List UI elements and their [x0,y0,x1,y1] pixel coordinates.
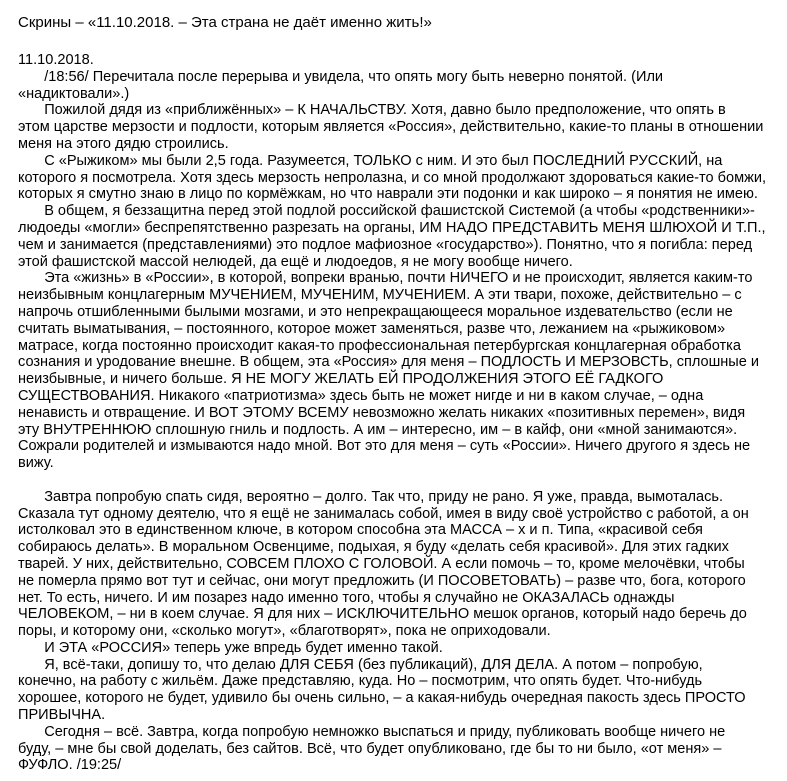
text-line: хорошее, которого не будет, удивило бы очень сильно, – а какая-нибудь очередная пакость здесь ПРОСТО [18,689,746,707]
text-line: неизбывным концлагерным МУЧЕНИЕМ, МУЧЕНИМ, МУЧЕНИЕМ. А эти твари, похоже, действительно – с [18,286,742,304]
blank-line [18,472,783,489]
entry-date: 11.10.2018. [18,51,94,68]
text-line: матрасе, когда постоянно происходит какая-то профессиональная петербургская концлагерная обработка [18,336,741,354]
text-line: собираюсь делать». В моральном Освенциме, подыхая, я буду «делать себя красивой». Для этих гадких [18,538,729,556]
text-line: напрочь отшибленными былыми мозгами, и это непрекращающееся моральное издевательство (если не [18,302,733,320]
paragraph [18,153,783,203]
paragraph [18,203,783,270]
text-line: чем и занимается (представлениями) это подлое мафиозное «государство»). Понятно, что я погибла: перед [18,235,753,253]
text-line: ЧЕЛОВЕКОМ, – ни в коем случае. Я для них – ИСКЛЮЧИТЕЛЬНО мешок органов, который надо беречь до [18,605,747,623]
document [18,14,783,774]
paragraph [18,69,783,103]
text-line: И ЭТА «РОССИЯ» теперь уже впредь будет именно такой. [44,638,443,656]
paragraph [18,489,783,640]
text-line: не померла прямо вот тут и сейчас, они могут предложить (И ПОСОВЕТОВАТЬ) – разве что, бога, которого [18,571,746,589]
document-body [18,69,783,774]
text-line: Сегодня – всё. Завтра, когда попробую немножко выспаться и приду, публиковать вообще ничего не [44,722,726,740]
text-line: Эта «жизнь» в «России», в которой, вопреки вранью, почти НИЧЕГО и не происходит, является каким-то [44,269,753,287]
text-line: Я, всё-таки, допишу то, что делаю ДЛЯ СЕБЯ (без публикаций), ДЛЯ ДЕЛА. А потом – попробую, [44,655,703,673]
text-line: меня на этого дядю строились. [18,134,229,152]
text-line: /18:56/ Перечитала после перерыва и увидела, что опять могу быть неверно понятой. (Или [44,67,664,85]
text-line: нет. То есть, ничего. И им позарез надо именно того, чтобы я случайно не ОКАЗАЛАСЬ однажды [18,588,675,606]
paragraph [18,724,783,774]
text-line: истолковал это в единственном ключе, в котором способна эта МАССА – х и п. Типа, «красивой себя [18,521,703,539]
text-line: «надиктовали».) [18,84,130,102]
text-line: буду, – мне бы свой доделать, без сайтов. Всё, что будет опубликовано, где бы то ни было, «от меня» – [18,739,722,757]
text-line: эту ВНУТРЕННЮЮ сплошную гниль и подлость. А им – интересно, им – в кайф, они «мной занимаются». [18,420,738,438]
text-line: поры, и которому они, «сколько могут», «благотворят», пока не оприходовали. [18,622,551,640]
paragraph [18,102,783,152]
text-line: сознания и уродование внешне. В общем, эта «Россия» для меня – ПОДЛОСТЬ И МЕРЗОВСТЬ, сплошные и [18,353,760,371]
text-line: тварей. У них, действительно, СОВСЕМ ПЛОХО С ГОЛОВОЙ. А если помочь – то, кроме мелочёвки, чтобы [18,554,745,572]
paragraph [18,640,783,657]
paragraph [18,657,783,724]
paragraph [18,270,783,488]
text-line: которого я посмотрела. Хотя здесь мерзость непролазна, и со мной продолжают здороваться какие-то бомжи, [18,168,767,186]
text-line: СУЩЕСТВОВАНИЯ. Никакого «патриотизма» здесь быть не может нигде и ни в каком случае, – одна [18,386,704,404]
text-line: этом царстве мерзости и подлости, которым является «Россия», действительно, какие-то планы в отношении [18,118,764,136]
text-line: Пожилой дядя из «приближённых» – К НАЧАЛЬСТВУ. Хотя, давно было предположение, что опять в [44,101,726,119]
text-line: неизбывные, и ничего больше. Я НЕ МОГУ ЖЕЛАТЬ ЕЙ ПРОДОЛЖЕНИЯ ЭТОГО ЕЁ ГАДКОГО [18,370,664,388]
spacer [18,31,783,52]
text-line: ПРИВЫЧНА. [18,706,106,724]
text-line: считать выматывания, – постоянного, которое может заменяться, разве что, лежанием на «рыжиковом» [18,319,726,337]
text-line: В общем, я беззащитна перед этой подлой российской фашистской Системой (а чтобы «родственники»- [44,202,755,220]
text-line: этой фашистской массой нелюдей, да ещё и людоедов, я не могу вообще ничего. [18,252,573,270]
document-title: Скрины – «11.10.2018. – Эта страна не даёт именно жить!» [18,14,432,31]
text-line: людоеды «могли» беспрепятственно разрезать на органы, ИМ НАДО ПРЕДСТАВИТЬ МЕНЯ ШЛЮХОЙ И Т.П., [18,218,766,236]
text-line: вижу. [18,454,54,472]
text-line: ФУФЛО. /19:25/ [18,756,122,774]
text-line: С «Рыжиком» мы были 2,5 года. Разумеется, ТОЛЬКО с ним. И это был ПОСЛЕДНИЙ РУССКИЙ, на [44,151,723,169]
text-line: Завтра попробую спать сидя, вероятно – долго. Так что, приду не рано. Я уже, правда, вымоталась. [44,487,724,505]
text-line: ненависть и отвращение. И ВОТ ЭТОМУ ВСЕМУ невозможно желать никаких «позитивных перемен», видя [18,403,746,421]
text-line: которых я смутно знаю в лицо по кормёжкам, но что наврали эти подонки и как широко – я понятия не имею. [18,185,758,203]
text-line: Сожрали родителей и измываются надо мной. Вот это для меня – суть «России». Ничего другого я здесь не [18,437,751,455]
text-line: Сказала тут одному деятелю, что я ещё не занималась собой, имея в виду своё устройство с работой, а он [18,504,749,522]
text-line: конечно, на работу с жильём. Даже представляю, куда. Но – посмотрим, что опять будет. Что-нибудь [18,672,703,690]
